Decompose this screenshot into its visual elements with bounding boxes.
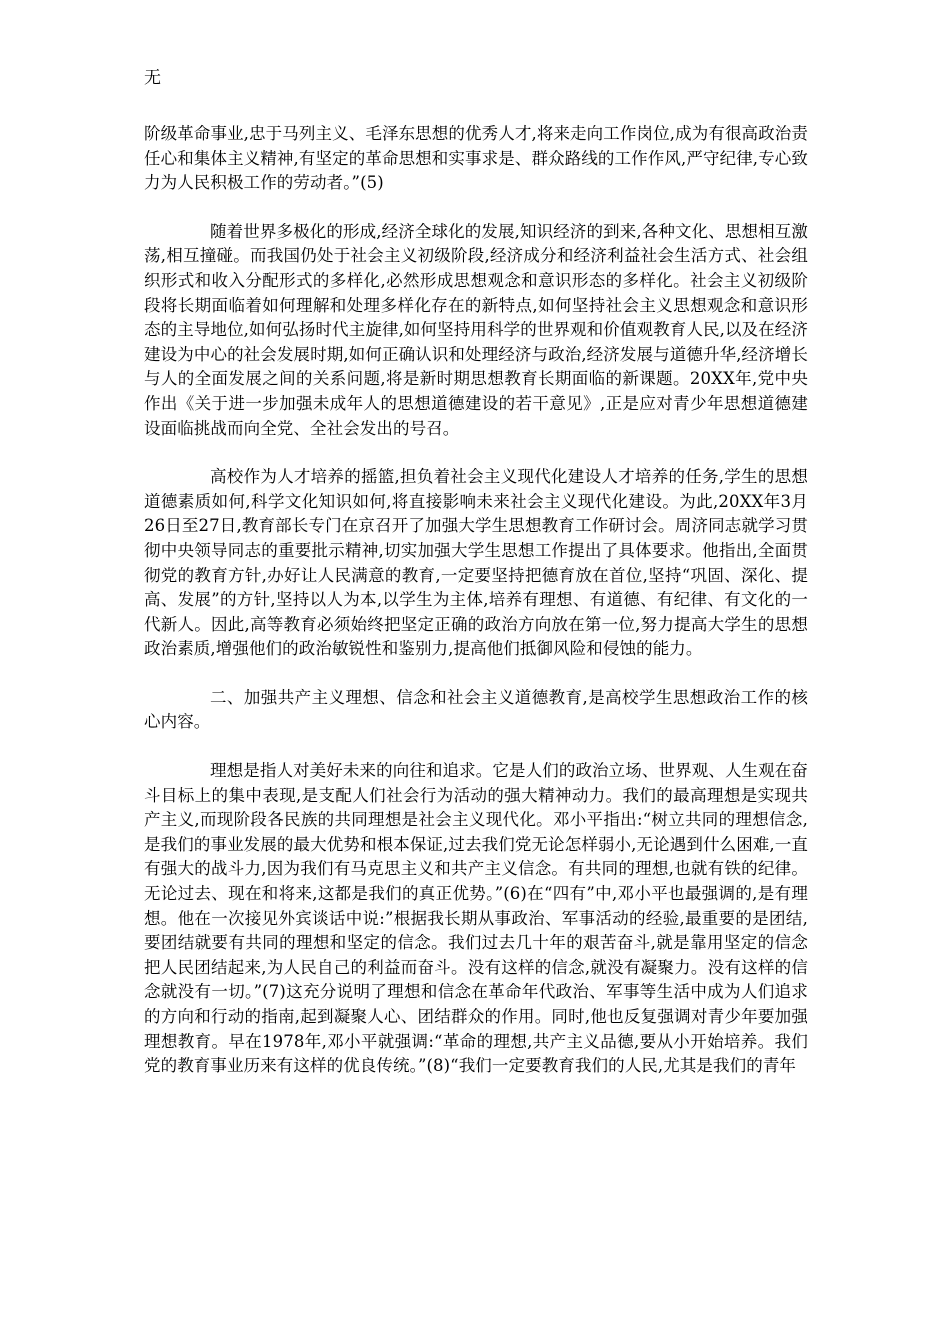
paragraph-3: 高校作为人才培养的摇篮,担负着社会主义现代化建设人才培养的任务,学生的思想道德素质如何,科学文化知识如何,将直接影响未来社会主义现代化建设。为此,20XX年3月26日至27日,教育部长专门在京召开了加强大学生思想教育工作研讨会。周济同志就学习贯彻中央领导同志的重要批示精神,切实加强大学生思想工作提出了具体要求。他指出,全面贯彻党的教育方针,办好让人民满意的教育,一定要坚持把德育放在首位,坚持“巩固、深化、提高、发展”的方针,坚持以人为本,以学生为主体,培养有理想、有道德、有纪律、有文化的一代新人。因此,高等教育必须始终把坚定正确的政治方向放在第一位,努力提高大学生的思想政治素质,增强他们的政治敏锐性和鉴别力,提高他们抵御风险和侵蚀的能力。 — [144, 467, 808, 659]
section-heading-2: 二、加强共产主义理想、信念和社会主义道德教育,是高校学生思想政治工作的核心内容。 — [144, 687, 808, 732]
document-body — [144, 122, 808, 1103]
paragraph-5: 理想是指人对美好未来的向往和追求。它是人们的政治立场、世界观、人生观在奋斗目标上的集中表现,是支配人们社会行为活动的强大精神动力。我们的最高理想是实现共产主义,而现阶段各民族的共同理想是社会主义现代化。邓小平指出:“树立共同的理想信念,是我们的事业发展的最大优势和根本保证,过去我们党无论怎样弱小,无论遇到什么困难,一直有强大的战斗力,因为我们有马克思主义和共产主义信念。有共同的理想,也就有铁的纪律。无论过去、现在和将来,这都是我们的真正优势。”(6)在“四有”中,邓小平也最强调的,是有理想。他在一次接见外宾谈话中说:”根据我长期从事政治、军事活动的经验,最重要的是团结,要团结就要有共同的理想和坚定的信念。我们过去几十年的艰苦奋斗,就是靠用坚定的信念把人民团结起来,为人民自己的利益而奋斗。没有这样的信念,就没有凝聚力。没有这样的信念就没有一切。”(7)这充分说明了理想和信念在革命年代政治、军事等生活中成为人们追求的方向和行动的指南,起到凝聚人心、团结群众的作用。同时,他也反复强调对青少年要加强理想教育。早在1978年,邓小平就强调:“革命的理想,共产主义品德,要从小开始培养。我们党的教育事业历来有这样的优良传统。”(8)“我们一定要教育我们的人民,尤其是我们的青年 — [144, 761, 808, 1076]
paragraph-1: 阶级革命事业,忠于马列主义、毛泽东思想的优秀人才,将来走向工作岗位,成为有很高政治责任心和集体主义精神,有坚定的革命思想和实事求是、群众路线的工作作风,严守纪律,专心致力为人民积极工作的劳动者。”(5) — [144, 124, 808, 193]
paragraph-2: 随着世界多极化的形成,经济全球化的发展,知识经济的到来,各种文化、思想相互激荡,相互撞碰。而我国仍处于社会主义初级阶段,经济成分和经济利益社会生活方式、社会组织形式和收入分配形式的多样化,必然形成思想观念和意识形态的多样化。社会主义初级阶段将长期面临着如何理解和处理多样化存在的新特点,如何坚持社会主义思想观念和意识形态的主导地位,如何弘扬时代主旋律,如何坚持用科学的世界观和价值观教育人民,以及在经济建设为中心的社会发展时期,如何正确认识和处理经济与政治,经济发展与道德升华,经济增长与人的全面发展之间的关系问题,将是新时期思想教育长期面临的新课题。20XX年,党中央作出《关于进一步加强未成年人的思想道德建设的若干意见》,正是应对青少年思想道德建设面临挑战而向全党、全社会发出的号召。 — [144, 221, 808, 438]
page-header: 无 — [144, 68, 161, 88]
